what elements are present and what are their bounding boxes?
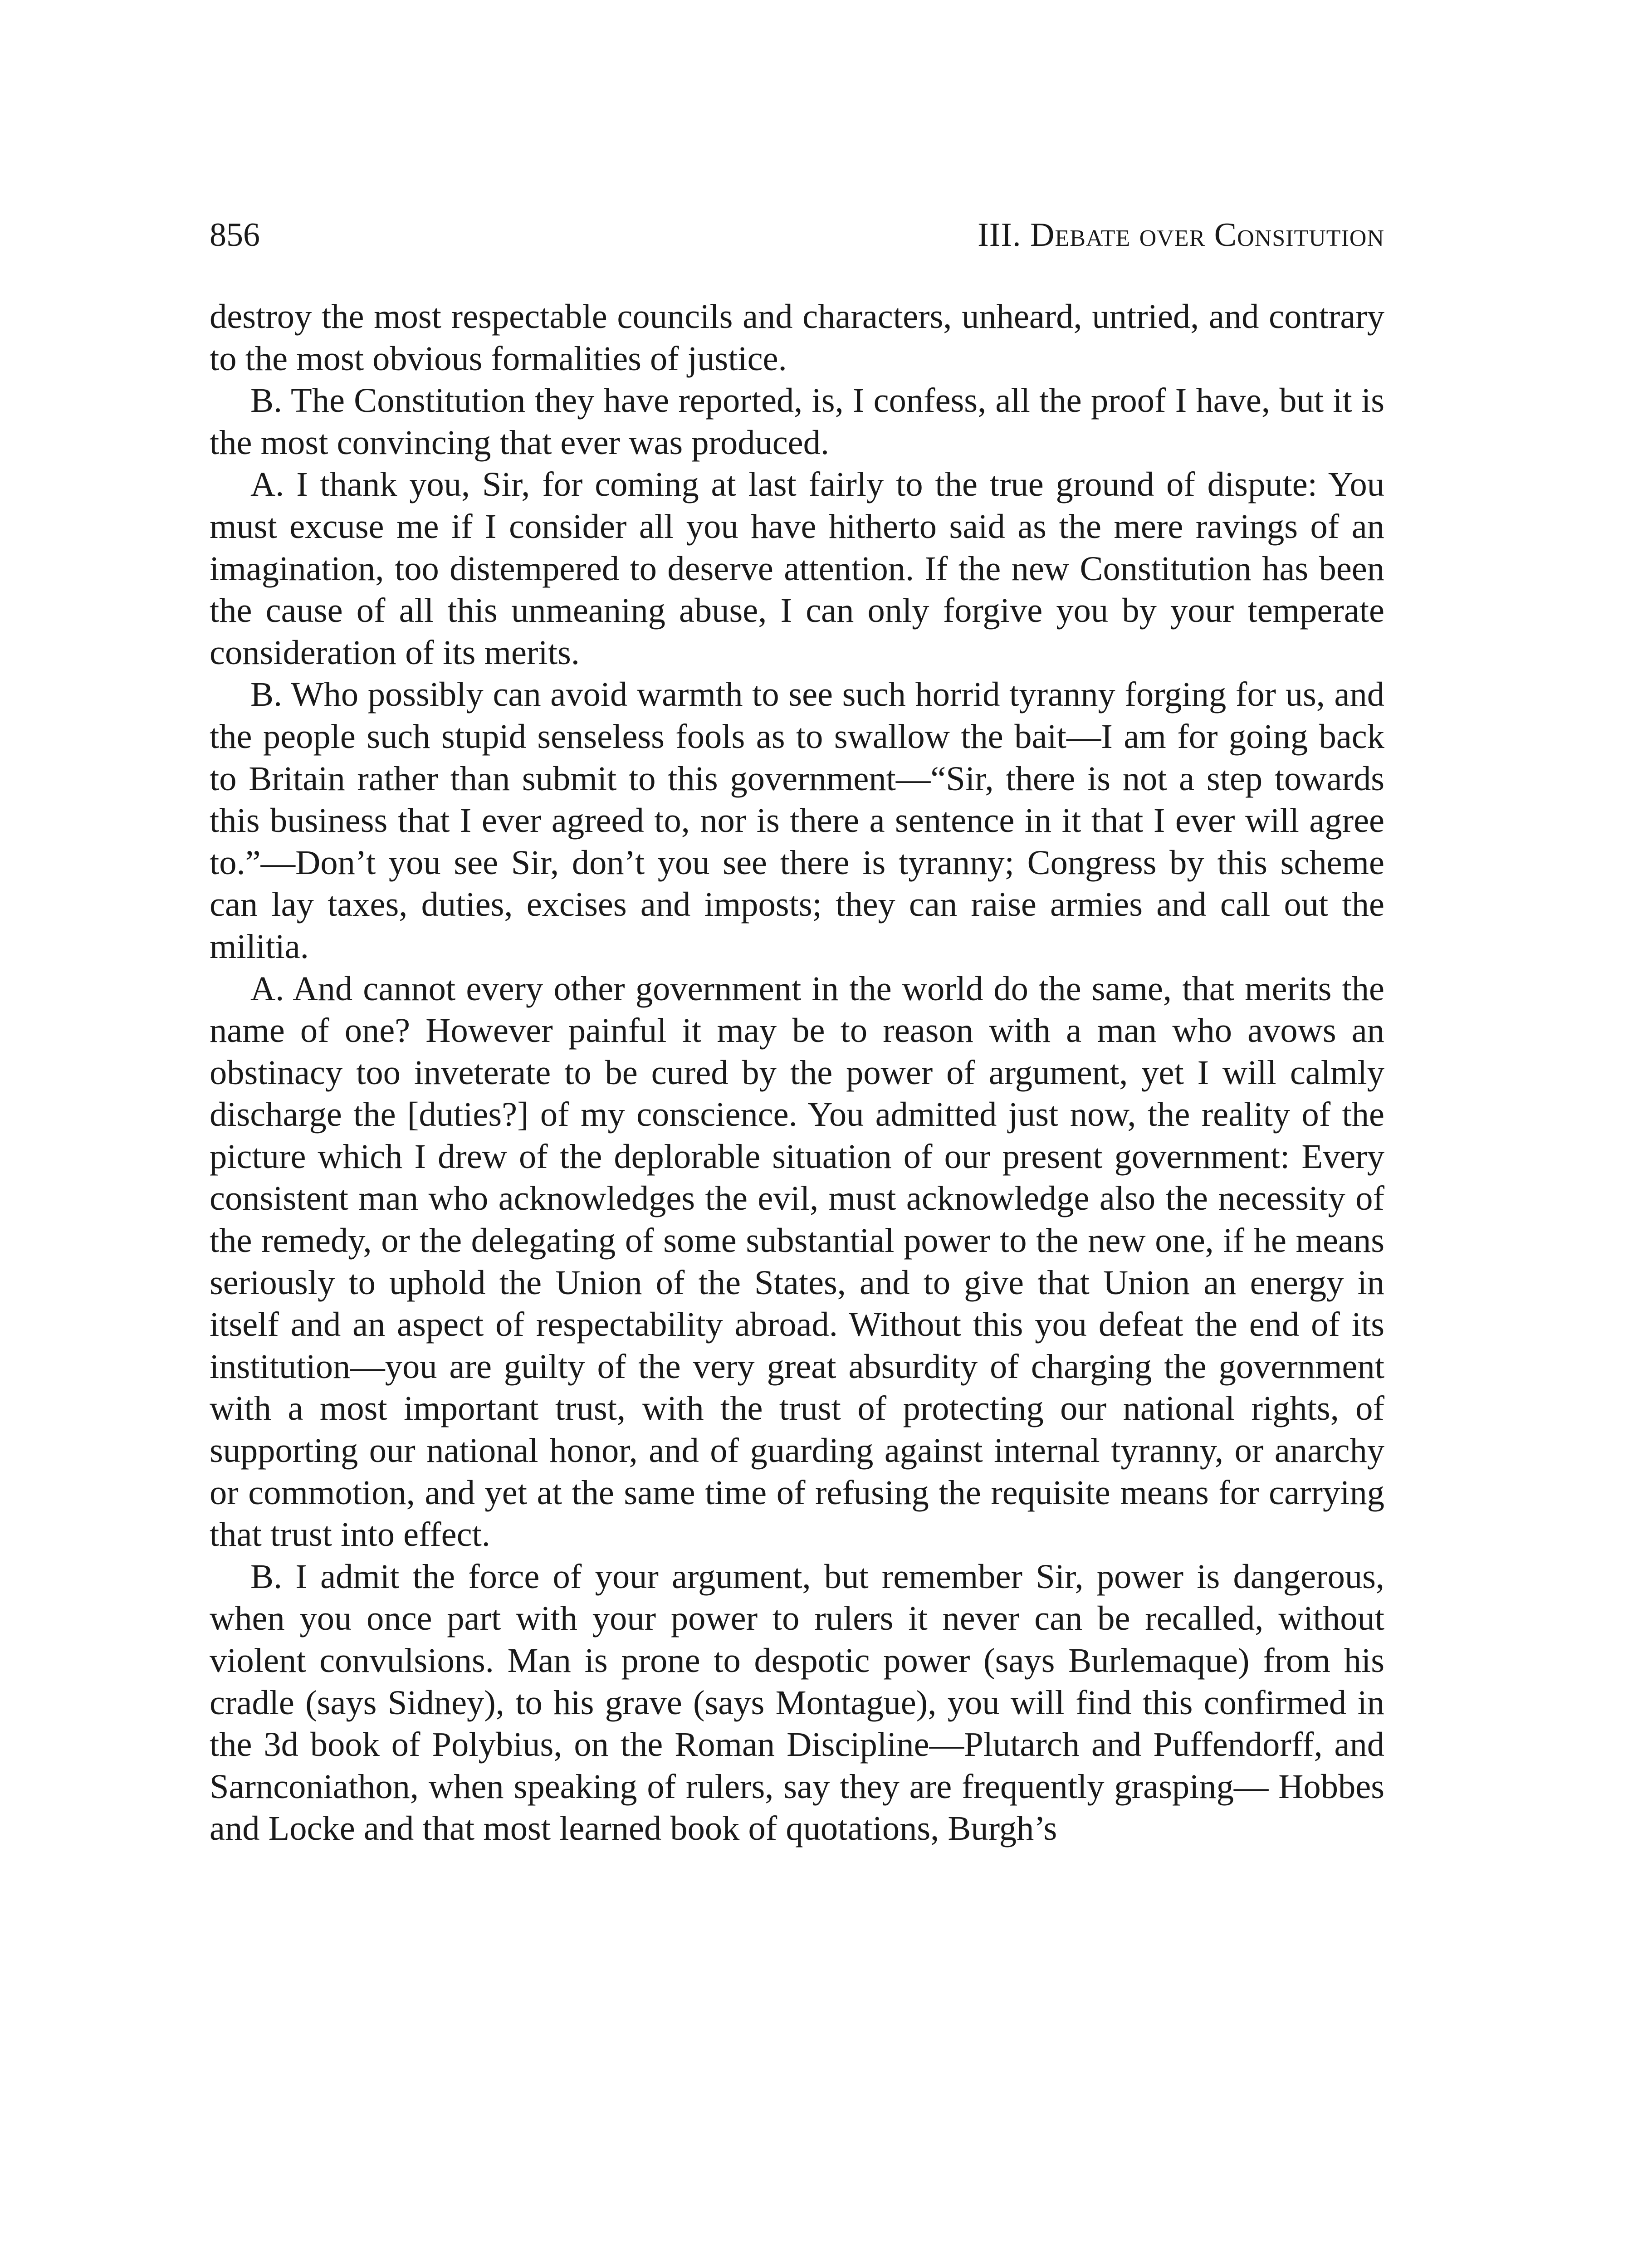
- paragraph-a-thank-you: A. I thank you, Sir, for coming at last fairly to the true ground of dispute: You must excuse me if I consider all you have hitherto said as the mere ravings of an imagination, too distempered to deserve attention. If the new Constitution has been the cause of all this unmeaning abuse, I can only forgive you by your temperate consideration of its merits.: [210, 465, 1384, 672]
- body-text: [210, 296, 1384, 1850]
- paragraph-b-constitution-proof: B. The Constitution they have reported, is, I confess, all the proof I have, but it is the most convincing that ever was produced.: [210, 381, 1384, 462]
- running-head: [210, 217, 1384, 253]
- paragraph-a-government: A. And cannot every other government in the world do the same, that merits the name of one? However painful it may be to reason with a man who avows an obstinacy too inveterate to be cured by the power of argument, yet I will calmly discharge the [duties?] of my conscience. You admitted just now, the reality of the picture which I drew of the deplorable situation of our present government: Every consistent man who acknowledges the evil, must acknowledge also the necessity of the remedy, or the delegating of some substantial power to the new one, if he means seriously to uphold the Union of the States, and to give that Union an energy in itself and an aspect of respectability abroad. Without this you defeat the end of its institution—you are guilty of the very great absurdity of charging the government with a most important trust, with the trust of protecting our national rights, of supporting our national honor, and of guarding against internal tyranny, or anarchy or commotion, and yet at the same time of refusing the requisite means for carrying that trust into effect.: [210, 969, 1384, 1554]
- paragraph-continued: destroy the most respectable councils and characters, unheard, untried, and contrary to the most obvious formalities of justice.: [210, 297, 1384, 378]
- paragraph-b-tyranny: B. Who possibly can avoid warmth to see such horrid tyranny forging for us, and the people such stupid senseless fools as to swallow the bait—I am for going back to Britain rather than submit to this government—“Sir, there is not a step towards this business that I ever agreed to, nor is there a sentence in it that I ever will agree to.”—Don’t you see Sir, don’t you see there is tyranny; Congress by this scheme can lay taxes, duties, excises and imposts; they can raise armies and call out the militia.: [210, 675, 1384, 966]
- paragraph-b-power-dangerous: B. I admit the force of your argument, but remember Sir, power is dangerous, when you once part with your power to rulers it never can be recalled, without violent convulsions. Man is prone to despotic power (says Burlemaque) from his cradle (says Sidney), to his grave (says Montague), you will find this confirmed in the 3d book of Polybius, on the Roman Discipline—Plutarch and Puffendorff, and Sarnconiathon, when speaking of rulers, say they are frequently grasping— Hobbes and Locke and that most learned book of quotations, Burgh’s: [210, 1557, 1384, 1848]
- section-title: III. Debate over Consitution: [978, 216, 1384, 254]
- page-number: 856: [210, 216, 260, 254]
